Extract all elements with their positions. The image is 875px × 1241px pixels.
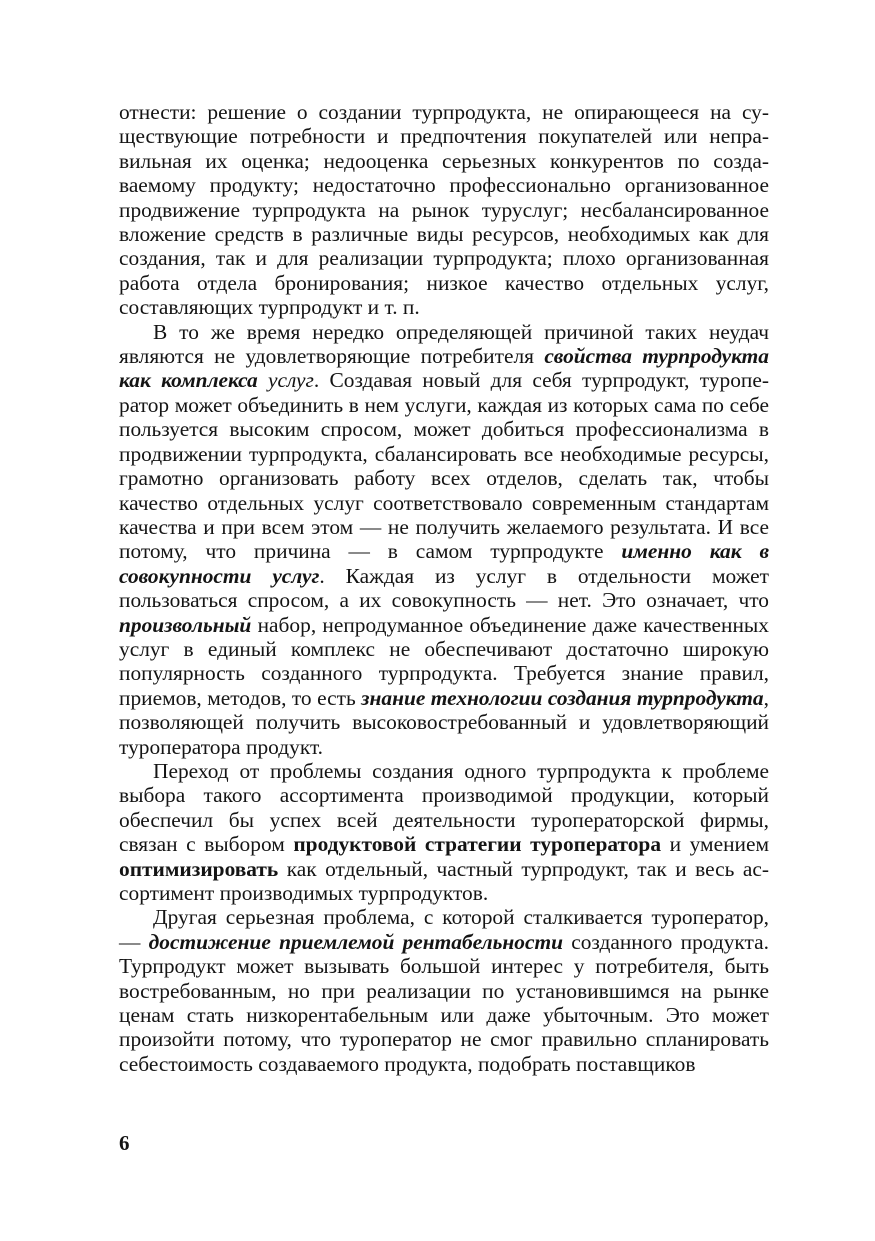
text-span: отнести: решение о создании турпродукта, не опирающееся на существующие потребности и предпочтения покупателей или неправильная их оценка; недооценка серьезных конкурентов по создаваемому продукту; недостаточно профессионально организованное продвижение турпродукта на рынок туруслуг; несбалансированное вложение средств в различные виды ресурсов, необходимых как для создания, так и для реализации турпродукта; плохо организованная работа отдела бронирования; низкое качество отдельных услуг, составляющих турпродукт и т. п. bbox=[119, 100, 769, 320]
text-span: В то же время нередко определяющей причиной таких неудач являются не удовлетворяющие потребителя bbox=[119, 319, 769, 369]
text-span: Переход от проблемы создания одного турпродукта к проблеме выбора такого ассортимента производимой продукции, который обеспечил бы успех всей деятельности туроператорской фирмы, связан с выбором bbox=[119, 758, 769, 857]
page-number: 6 bbox=[119, 1131, 130, 1155]
paragraph-2 bbox=[119, 320, 769, 759]
emphasis-bold-italic: произвольный bbox=[119, 612, 252, 637]
text-span: набор, непродуманное объединение даже качественных услуг в единый комплекс не обеспечивают достаточно широкую популярность созданного турпродукта. Требуется знание правил, приемов, методов, то есть bbox=[119, 612, 769, 710]
text-span: как отдельный, частный турпродукт, так и весь ассортимент производимых турпродуктов. bbox=[119, 856, 769, 905]
text-span: и умением bbox=[661, 832, 770, 857]
emphasis-bold: продуктовой стратегии туроператора bbox=[293, 832, 662, 857]
emphasis-bold-italic: знание технологии создания турпродукта bbox=[361, 685, 764, 710]
paragraph-1 bbox=[119, 100, 769, 320]
text-span: , позволяющей получить высоковостребованный и удовлетворяющий туроператора продукт. bbox=[119, 685, 769, 759]
emphasis-bold-italic: свойства турпродукта как комплекса bbox=[119, 344, 769, 393]
emphasis-bold-italic: именно как в совокупности услуг bbox=[119, 539, 770, 588]
paragraph-4 bbox=[119, 905, 769, 1076]
text-span: созданного продукта. Турпродукт может вызывать большой интерес у потребителя, быть востребованным, но при реализации по установившимся на рынке ценам стать низкорентабельным или даже убыточным. Это может произойти потому, что туроператор не смог правильно спланировать себестоимость создаваемого продукта, подобрать поставщиков bbox=[119, 929, 769, 1076]
emphasis-bold: оптимизировать bbox=[119, 856, 279, 881]
emphasis-bold-italic: достижение приемлемой рентабельности bbox=[148, 929, 563, 954]
text-span: Другая серьезная проблема, с которой сталкивается туроператор, — bbox=[119, 905, 769, 954]
text-span bbox=[258, 368, 268, 392]
body-text bbox=[119, 100, 769, 1076]
paragraph-3 bbox=[119, 759, 769, 905]
emphasis-italic: услуг bbox=[268, 368, 314, 393]
text-span: . Каждая из услуг в отдельности может пользоваться спросом, а их совокупность — нет. Это означает, что bbox=[119, 563, 770, 613]
text-span: . Создавая новый для себя турпродукт, туроператор может объединить в нем услуги, каждая из которых сама по себе пользуется высоким спросом, может добиться профессионализма в продвижении турпродукта, сбалансировать все необходимые ресурсы, грамотно организовать работу всех отделов, сделать так, чтобы качество отдельных услуг соответствовало современным стандартам качества и при всем этом — не получить желаемого результата. И все потому, что причина — в самом турпродукте bbox=[119, 368, 769, 564]
